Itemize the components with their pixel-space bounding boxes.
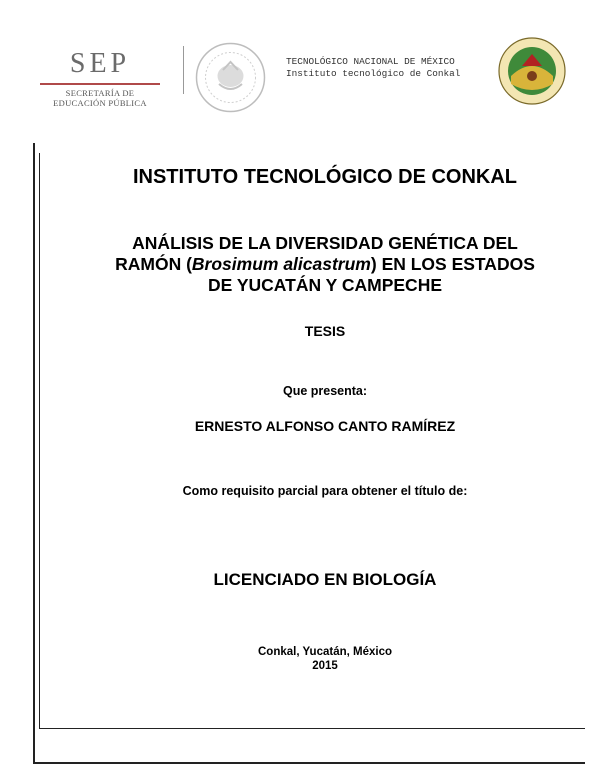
sep-logo-line1: SECRETARÍA DE	[65, 88, 135, 98]
year: 2015	[312, 660, 338, 672]
thesis-label: TESIS	[304, 323, 346, 339]
sep-logo-line2: EDUCACIÓN PÚBLICA	[53, 98, 147, 108]
author-name: ERNESTO ALFONSO CANTO RAMÍREZ	[194, 418, 456, 434]
mexico-seal-icon	[193, 40, 268, 115]
title-line2-pre: RAMÓN (	[115, 254, 192, 274]
thesis-title-line2	[40, 254, 600, 275]
thesis-title-line3: DE YUCATÁN Y CAMPECHE	[207, 275, 443, 295]
sep-logo	[40, 48, 180, 108]
institution-name: INSTITUTO TECNOLÓGICO DE CONKAL	[132, 166, 518, 188]
degree-title: LICENCIADO EN BIOLOGÍA	[213, 570, 437, 589]
presented-by-label: Que presenta:	[282, 384, 368, 398]
sep-logo-mark: SEP	[69, 48, 131, 79]
tecnm-header	[286, 56, 460, 80]
header-divider	[183, 46, 184, 94]
frame-line-bottom-outer	[33, 762, 585, 764]
conkal-logo-icon	[497, 36, 567, 106]
place-date	[40, 645, 600, 673]
tecnm-line2: Instituto tecnológico de Conkal	[286, 68, 461, 79]
thesis-title	[40, 233, 600, 296]
title-line2-post: ) EN LOS ESTADOS	[370, 254, 535, 274]
species-name: Brosimum alicastrum	[191, 254, 371, 274]
thesis-title-line1: ANÁLISIS DE LA DIVERSIDAD GENÉTICA DEL	[132, 233, 518, 253]
frame-line-left-outer	[33, 143, 35, 763]
place: Conkal, Yucatán, México	[257, 646, 392, 658]
sep-logo-bar	[40, 83, 160, 85]
requirement-text: Como requisito parcial para obtener el título de:	[182, 484, 468, 498]
frame-line-bottom-inner	[39, 728, 585, 729]
tecnm-line1: TECNOLÓGICO NACIONAL DE MÉXICO	[286, 56, 455, 67]
